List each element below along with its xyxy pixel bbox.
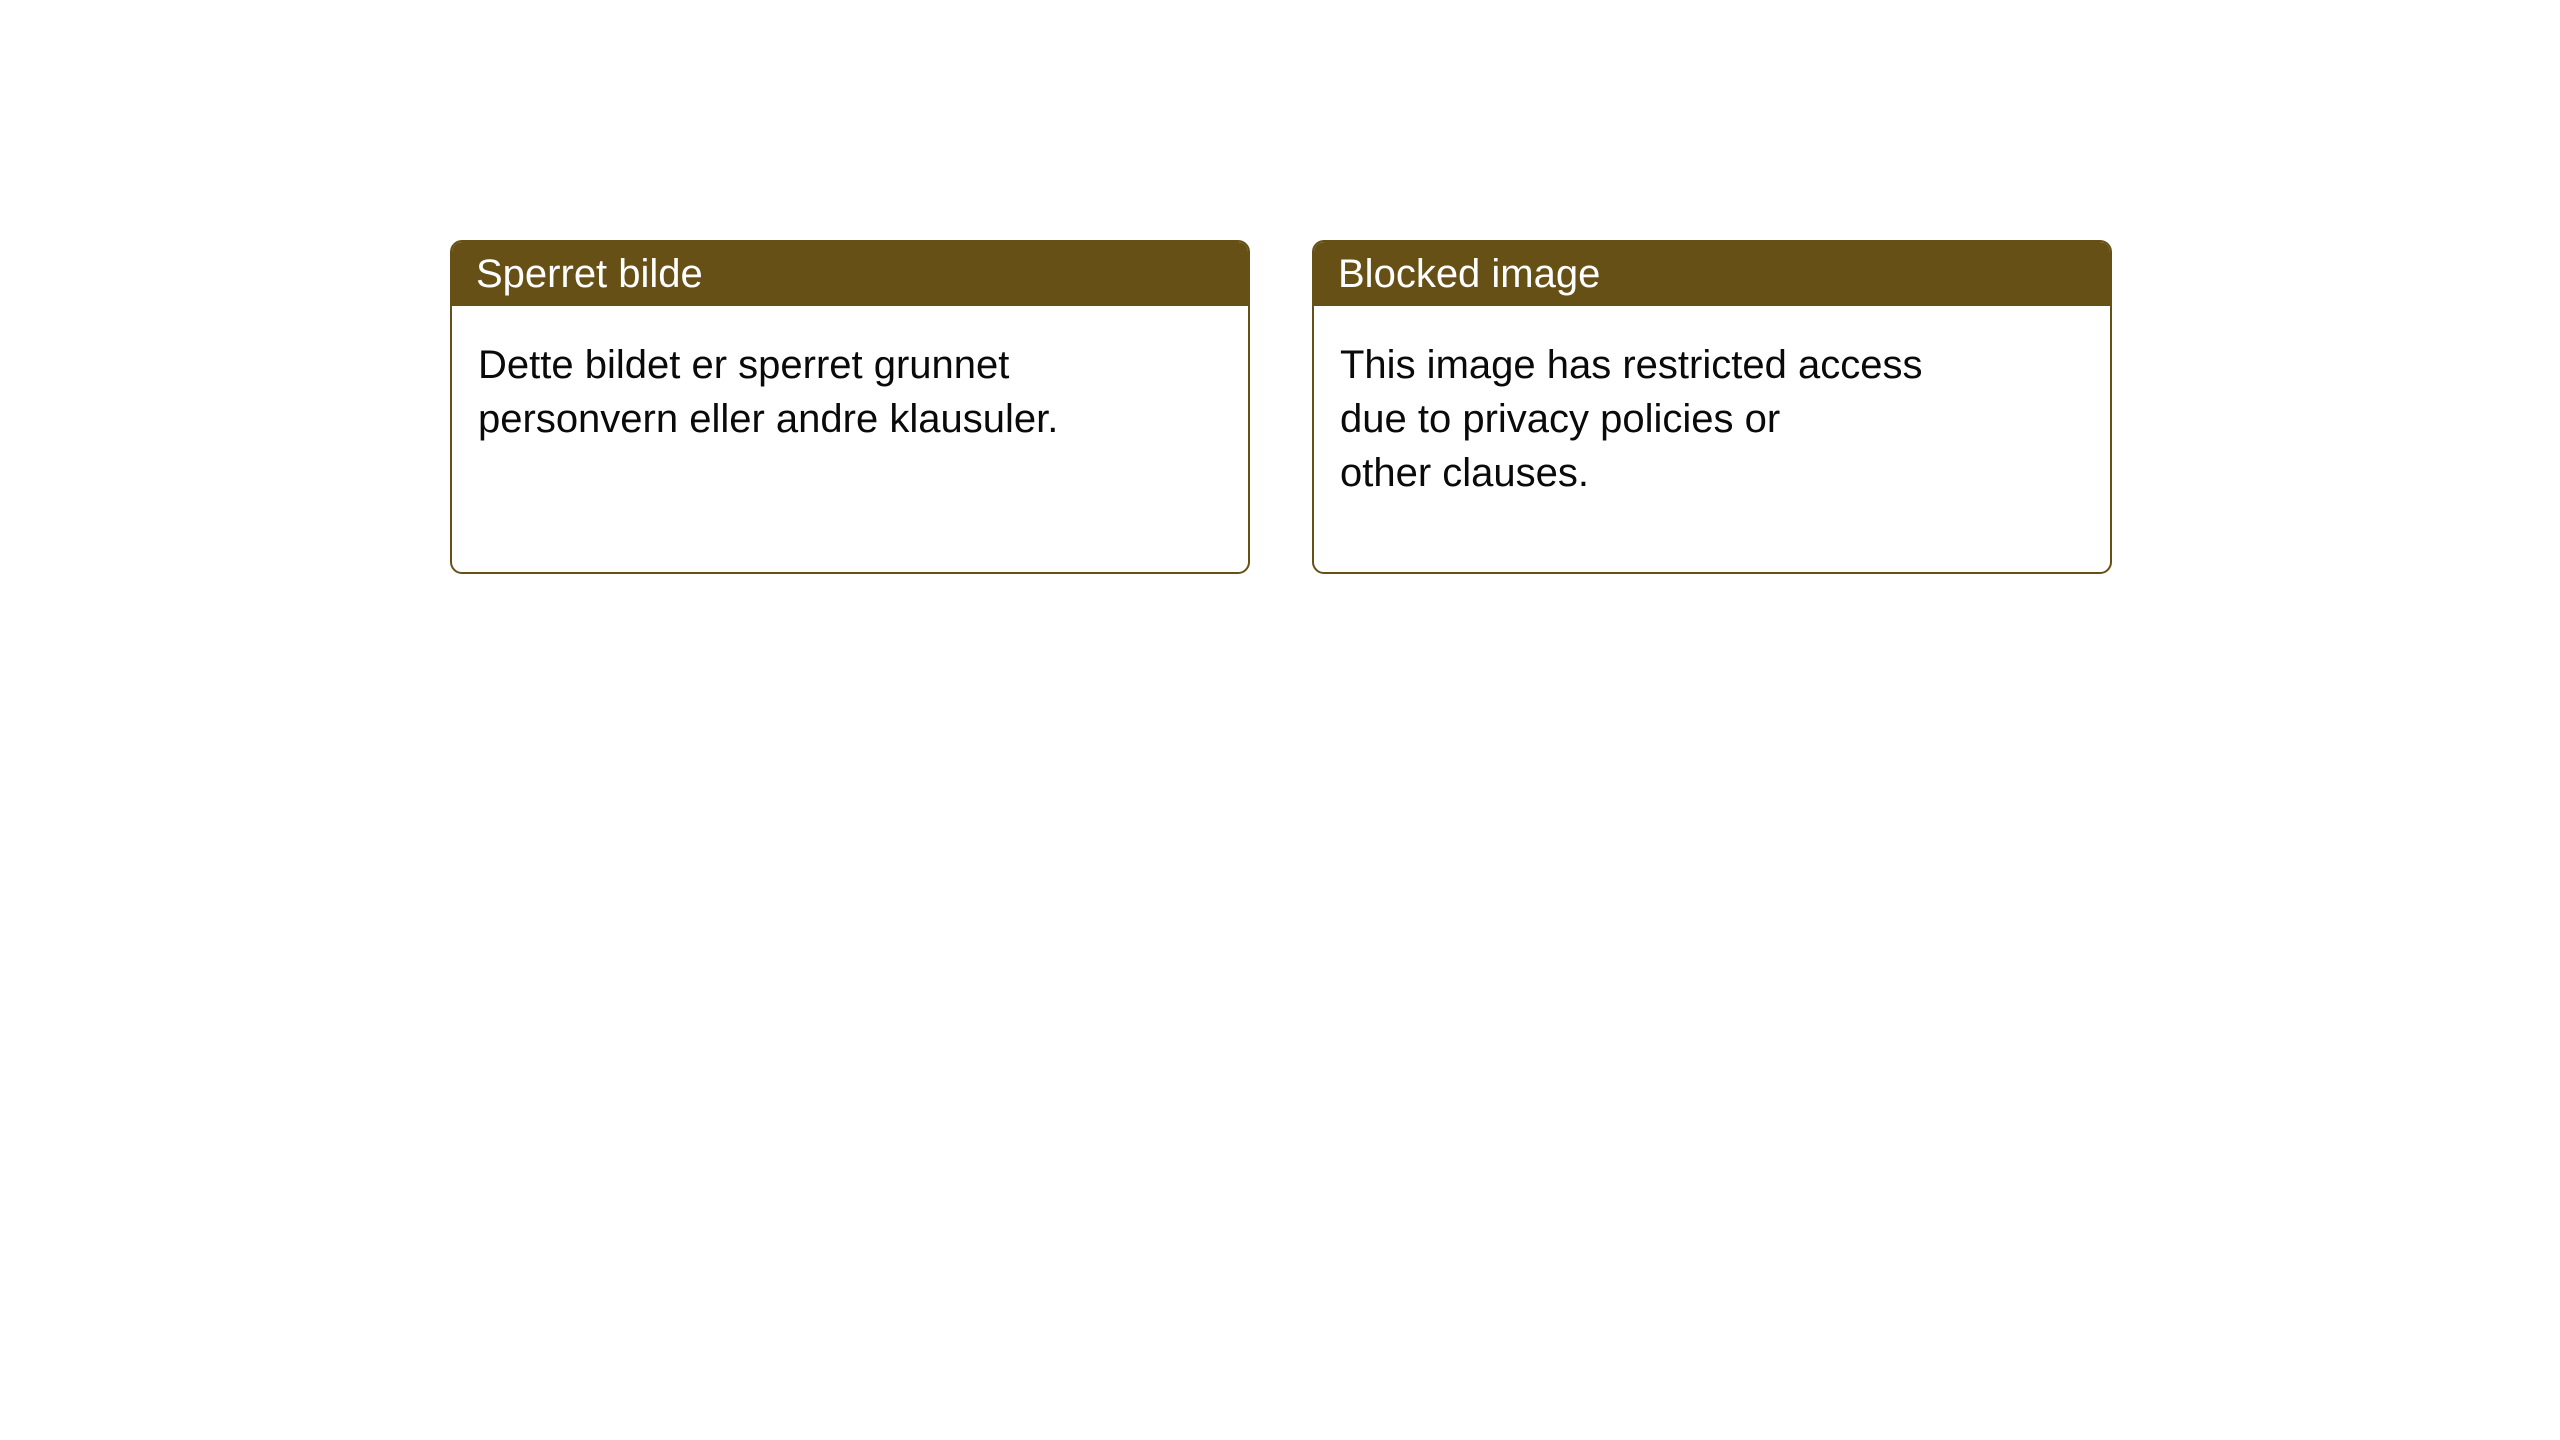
blocked-image-card-norwegian bbox=[450, 240, 1250, 574]
card-body bbox=[1314, 306, 2110, 500]
body-text-line: due to privacy policies or bbox=[1340, 397, 1781, 441]
card-header bbox=[1314, 242, 2110, 306]
body-text-line: personvern eller andre klausuler. bbox=[478, 397, 1059, 441]
body-text-line: other clauses. bbox=[1340, 451, 1590, 495]
card-header bbox=[452, 242, 1248, 306]
body-text-line: Dette bildet er sperret grunnet bbox=[478, 343, 1010, 387]
body-text-line: This image has restricted access bbox=[1340, 343, 1923, 387]
card-title: Blocked image bbox=[1338, 252, 1601, 296]
blocked-image-card-english bbox=[1312, 240, 2112, 574]
card-title: Sperret bilde bbox=[476, 252, 703, 296]
card-body bbox=[452, 306, 1248, 446]
